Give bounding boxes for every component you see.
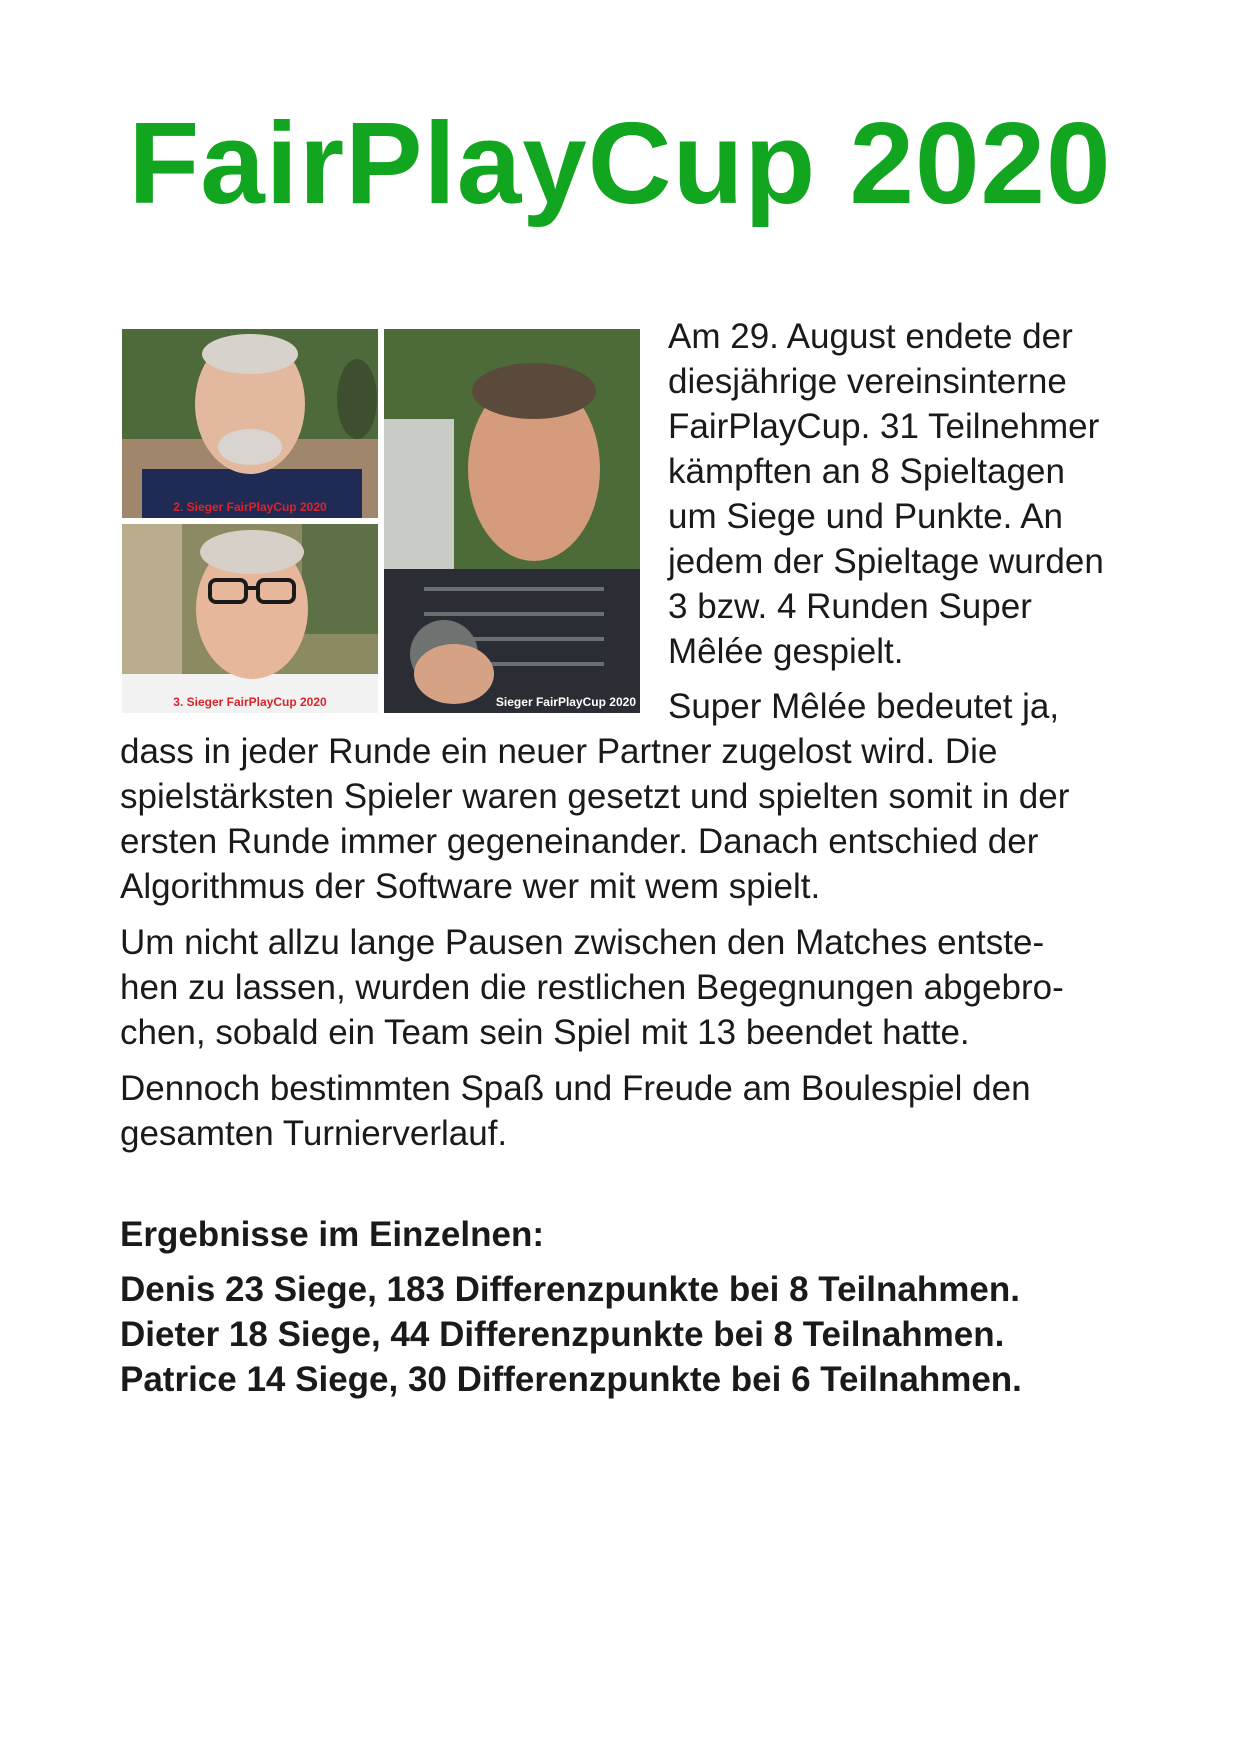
text-line: spielstärksten Spieler waren gesetzt und spielten somit in der — [120, 777, 1070, 816]
text-line: Mêlée gespielt. — [668, 632, 904, 671]
text-line: um Siege und Punkte. An — [668, 497, 1063, 536]
text-line: FairPlayCup. 31 Teilnehmer — [668, 407, 1100, 446]
text-line: hen zu lassen, wurden die restlichen Begegnungen abgebro- — [120, 968, 1064, 1007]
text-line: dass in jeder Runde ein neuer Partner zugelost wird. Die — [120, 732, 998, 771]
result-row: Dieter 18 Siege, 44 Differenzpunkte bei 8 Teilnahmen. — [120, 1315, 1005, 1354]
text-line: Um nicht allzu lange Pausen zwischen den Matches entste- — [120, 923, 1045, 962]
caption-second-place: 2. Sieger FairPlayCup 2020 — [173, 500, 327, 514]
caption-winner: Sieger FairPlayCup 2020 — [495, 695, 636, 709]
pause-paragraph — [120, 920, 1140, 1055]
text-line: gesamten Turnierverlauf. — [120, 1114, 508, 1153]
text-line: kämpften an 8 Spieltagen — [668, 452, 1065, 491]
text-line: ersten Runde immer gegeneinander. Danach entschied der — [120, 822, 1039, 861]
text-line: Dennoch bestimmten Spaß und Freude am Boulespiel den — [120, 1069, 1031, 1108]
text-line: Am 29. August endete der — [668, 317, 1073, 356]
text-line: 3 bzw. 4 Runden Super — [668, 587, 1032, 626]
text-line: Algorithmus der Software wer mit wem spielt. — [120, 867, 821, 906]
result-row: Patrice 14 Siege, 30 Differenzpunkte bei 6 Teilnahmen. — [120, 1360, 1022, 1399]
results-heading: Ergebnisse im Einzelnen: — [120, 1215, 544, 1254]
caption-third-place: 3. Sieger FairPlayCup 2020 — [173, 695, 327, 709]
intro-paragraph — [668, 314, 1128, 674]
text-line: chen, sobald ein Team sein Spiel mit 13 beendet hatte. — [120, 1013, 970, 1052]
text-line: jedem der Spieltage wurden — [668, 542, 1104, 581]
melee-paragraph — [120, 684, 1140, 909]
text-line: diesjährige vereinsinterne — [668, 362, 1067, 401]
result-row: Denis 23 Siege, 183 Differenzpunkte bei 8 Teilnahmen. — [120, 1270, 1020, 1309]
photo-second-place — [122, 329, 378, 518]
text-line: Super Mêlée bedeutet ja, — [668, 687, 1060, 726]
page-title: FairPlayCup 2020 — [128, 98, 1112, 228]
fun-paragraph — [120, 1066, 1140, 1156]
results-list — [120, 1267, 1022, 1402]
photo-winner — [384, 329, 640, 713]
